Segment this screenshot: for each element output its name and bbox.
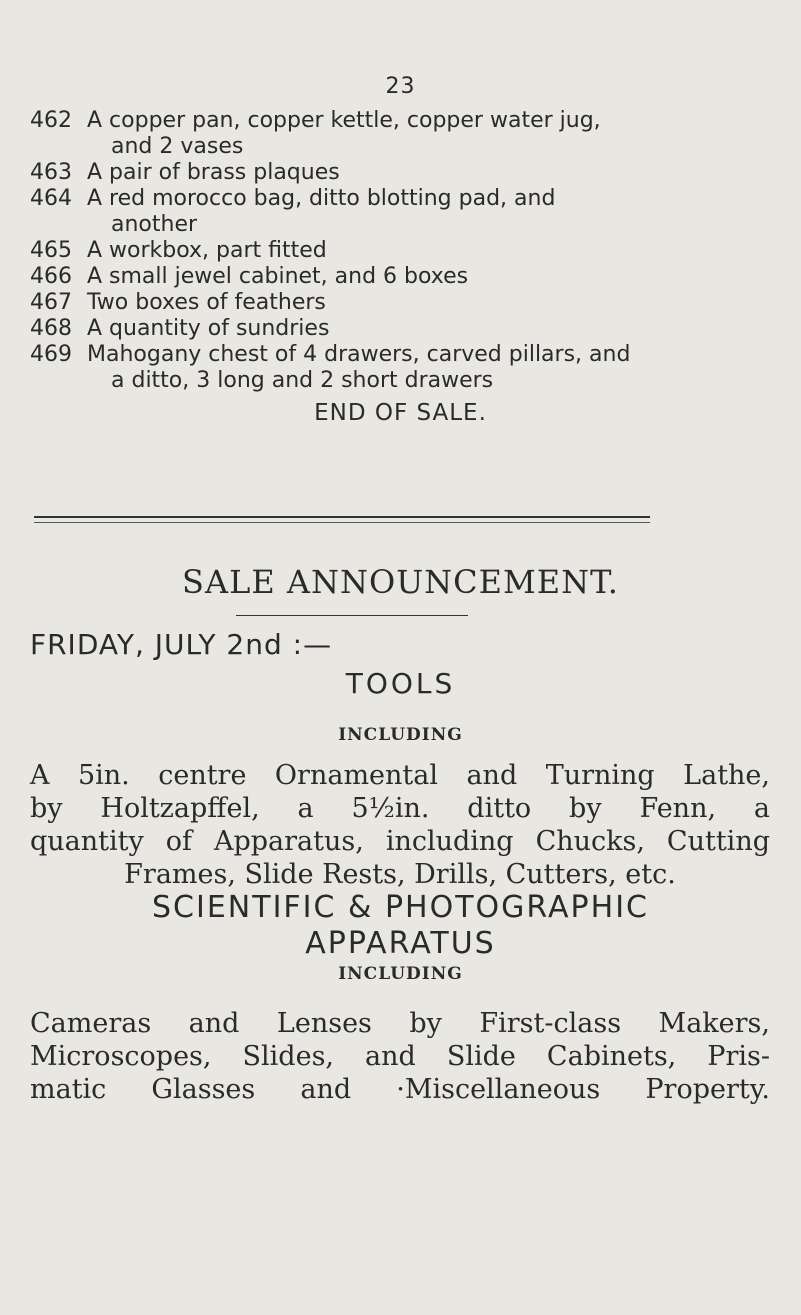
scientific-line: Microscopes, Slides, and Slide Cabinets, Pris- xyxy=(30,1041,770,1072)
scientific-description xyxy=(30,1007,770,1106)
lot-description xyxy=(78,342,790,394)
lot-number: 466 xyxy=(30,264,72,289)
lot-row xyxy=(30,186,790,238)
tools-line: quantity of Apparatus, including Chucks, Cutting xyxy=(30,826,770,857)
lot-description-text: A quantity of sundries xyxy=(87,316,330,341)
lot-description-text: A workbox, part fitted xyxy=(87,238,327,263)
lot-row xyxy=(30,290,790,316)
lot-description-text: Mahogany chest of 4 drawers, carved pillars, and xyxy=(87,342,631,367)
lot-description xyxy=(78,108,790,160)
lot-description xyxy=(78,264,790,290)
lot-description-continuation: a ditto, 3 long and 2 short drawers xyxy=(111,368,494,393)
lot-description-text: Two boxes of feathers xyxy=(87,290,326,315)
scientific-heading-line1: SCIENTIFIC & PHOTOGRAPHIC xyxy=(152,890,649,925)
lot-description-text: A copper pan, copper kettle, copper water jug, xyxy=(87,108,601,133)
lot-row xyxy=(30,108,790,160)
scientific-heading xyxy=(0,890,801,962)
lot-row xyxy=(30,160,790,186)
section-divider xyxy=(34,516,650,523)
lot-description-text: A small jewel cabinet, and 6 boxes xyxy=(87,264,469,289)
lot-description-continuation: another xyxy=(111,212,198,237)
tools-including: INCLUDING xyxy=(338,725,463,745)
lot-description-continuation: and 2 vases xyxy=(111,134,244,159)
lot-number: 469 xyxy=(30,342,72,367)
tools-heading: TOOLS xyxy=(345,667,456,700)
lot-row xyxy=(30,342,790,394)
lot-number: 465 xyxy=(30,238,72,263)
tools-description xyxy=(30,759,770,891)
scientific-line: matic Glasses and ·Miscellaneous Property. xyxy=(30,1074,770,1105)
scientific-line: Cameras and Lenses by First-class Makers, xyxy=(30,1008,770,1039)
lot-description xyxy=(78,160,790,186)
lot-description-text: A red morocco bag, ditto blotting pad, and xyxy=(87,186,556,211)
lot-description xyxy=(78,290,790,316)
lot-row xyxy=(30,238,790,264)
lot-row xyxy=(30,264,790,290)
end-of-sale: END OF SALE. xyxy=(314,400,487,426)
lot-list xyxy=(30,108,790,394)
lot-number: 467 xyxy=(30,290,72,315)
tools-line: Frames, Slide Rests, Drills, Cutters, etc. xyxy=(124,859,676,890)
scientific-including: INCLUDING xyxy=(338,964,463,984)
lot-row xyxy=(30,316,790,342)
lot-number: 468 xyxy=(30,316,72,341)
scientific-heading-line2: APPARATUS xyxy=(305,926,496,961)
tools-line: A 5in. centre Ornamental and Turning Lathe, xyxy=(30,760,770,791)
lot-description xyxy=(78,186,790,238)
lot-description xyxy=(78,238,790,264)
sale-date: FRIDAY, JULY 2nd :— xyxy=(30,628,333,661)
title-underline xyxy=(236,615,468,616)
lot-number: 462 xyxy=(30,108,72,133)
lot-number: 463 xyxy=(30,160,72,185)
lot-description-text: A pair of brass plaques xyxy=(87,160,340,185)
tools-line: by Holtzapffel, a 5½in. ditto by Fenn, a xyxy=(30,793,770,824)
lot-number: 464 xyxy=(30,186,72,211)
page-number: 23 xyxy=(385,74,416,99)
lot-description xyxy=(78,316,790,342)
announcement-title: SALE ANNOUNCEMENT. xyxy=(182,563,619,601)
